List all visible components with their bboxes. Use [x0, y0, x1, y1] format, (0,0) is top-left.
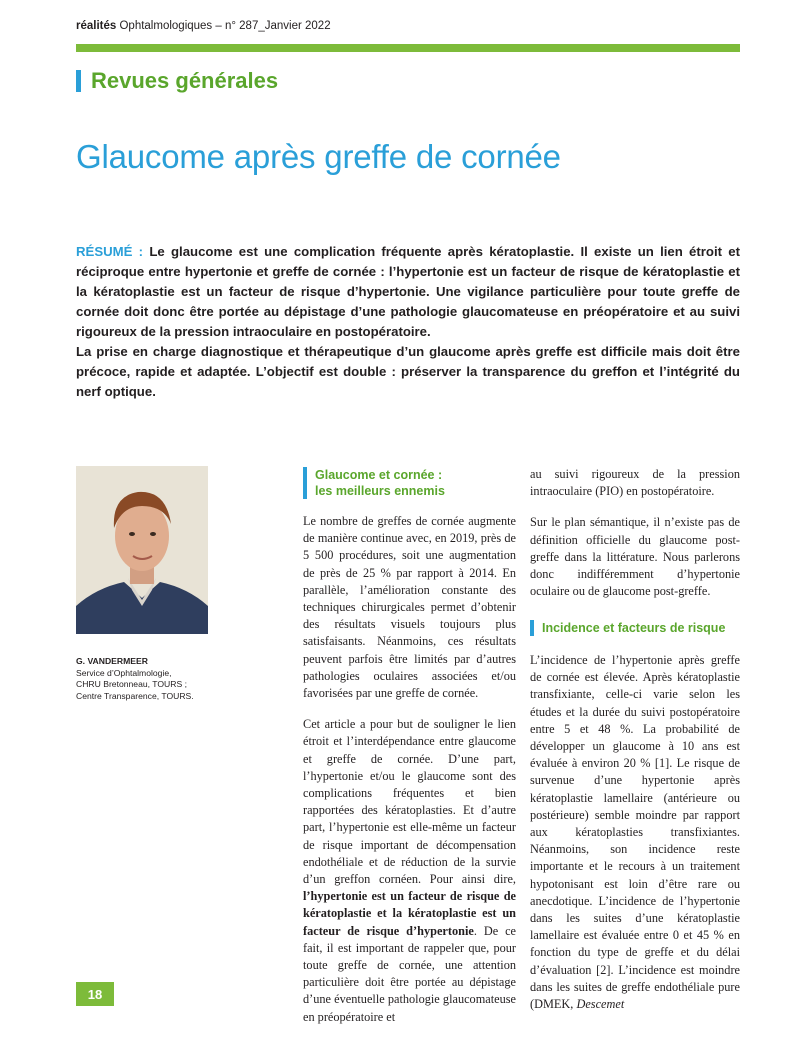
body-column-1	[303, 513, 516, 1040]
col1-paragraph-2	[303, 716, 516, 1026]
abstract-label: RÉSUMÉ :	[76, 244, 144, 259]
col2-paragraph-2: Sur le plan sémantique, il n’existe pas de définition officielle du glaucome post-greffe dans la littérature. Nous parlerons donc indifféremment d’hypertonie oculaire ou de glaucome post-greffe.	[530, 515, 740, 599]
col1-paragraph-2-end: . De ce fait, il est important de rappeler que, pour toute greffe de cornée, une attention particulière doit être portée au dépistage d’une éventuelle pathologie glaucomateuse en préopératoire et	[303, 923, 516, 1024]
abstract	[76, 242, 740, 402]
journal-name: réalités	[76, 20, 117, 32]
author-name: G. VANDERMEER	[76, 656, 148, 666]
abstract-paragraph-1	[76, 242, 740, 342]
subheading-bar	[303, 467, 307, 499]
subheading-line-2: les meilleurs ennemis	[315, 484, 445, 498]
subheading-glaucome-cornee	[303, 467, 445, 499]
journal-issue: Ophtalmologiques – n° 287_Janvier 2022	[119, 20, 331, 32]
col2-italic: Descemet	[576, 997, 625, 1012]
col1-emphasis: l’hypertonie est un facteur de risque de kératoplastie et la kératoplastie est un facteur de risque d’hypertonie	[303, 889, 516, 938]
abstract-paragraph-2: La prise en charge diagnostique et thérapeutique d’un glaucome après greffe est difficile mais doit être précoce, rapide et adaptée. L’objectif est double : préserver la transparence du greffon et l’intégrité du nerf optique.	[76, 344, 740, 399]
col2-paragraph-3	[530, 652, 740, 1013]
author-info	[76, 656, 276, 702]
author-affiliation-2: CHRU Bretonneau, TOURS ;	[76, 679, 187, 689]
abstract-text-1: Le glaucome est une complication fréquente après kératoplastie. Il existe un lien étroit et réciproque entre hypertonie et greffe de cornée : l’hypertonie est un facteur de risque de kératoplastie et la kératoplastie est un facteur de risque d’hypertonie. Une vigilance particulière pour toute greffe de cornée doit donc être portée au dépistage d’une pathologie glaucomateuse en préopératoire et au suivi rigoureux de la pression intraoculaire en postopératoire.	[76, 244, 740, 339]
author-photo	[76, 466, 208, 634]
col1-paragraph-2-start: Cet article a pour but de souligner le lien étroit et l’interdépendance entre glaucome et greffe de cornée. D’une part, l’hypertonie et/ou le glaucome sont des complications fréquentes et bien rapportées des kératoplasties. Et d’autre part, l’hypertonie est elle-même un facteur de risque important de décompensation endothéliale et de réduction de la survie d’un greffon cornéen. Pour ainsi dire,	[303, 717, 516, 887]
subheading-text	[315, 467, 445, 499]
body-column-2	[530, 466, 740, 614]
section-label: Revues générales	[91, 68, 279, 93]
page-number: 18	[76, 982, 114, 1006]
running-header	[76, 20, 331, 32]
subheading-incidence	[530, 620, 725, 636]
header-rule	[76, 44, 740, 52]
article-title: Glaucome après greffe de cornée	[76, 138, 561, 175]
col2-paragraph-3-text: L’incidence de l’hypertonie après greffe de cornée est élevée. Après kératoplastie transfixiante, celle-ci varie selon les études et la durée du suivi postopératoire entre 5 et 48 %. La probabilité de développer un glaucome à 10 ans est évaluée à environ 20 % [1]. Le risque de survenue d’une hypertonie après kératoplastie lamellaire (antérieure ou postérieure) semble moindre par rapport aux kératoplasties transfixiantes. Néanmoins, son incidence reste importante et le recours à un traitement hypotonisant est loin d’être rare ou anecdotique. L’incidence de l’hypertonie dans les suites d’une kératoplastie lamellaire est évaluée entre 0 et 45 % en fonction du type de greffe et du délai d’évaluation [2]. L’incidence est moindre dans les suites de greffe endothéliale pure (DMEK,	[530, 653, 740, 1012]
body-column-2-continued	[530, 652, 740, 1027]
section-bar	[76, 70, 81, 92]
author-affiliation-1: Service d’Ophtalmologie,	[76, 667, 172, 678]
subheading-incidence-text: Incidence et facteurs de risque	[542, 621, 726, 635]
subheading-bar	[530, 620, 534, 636]
author-affiliation-3: Centre Transparence, TOURS.	[76, 690, 194, 701]
subheading-line-1: Glaucome et cornée :	[315, 468, 443, 482]
section-heading	[76, 66, 278, 96]
col2-paragraph-1: au suivi rigoureux de la pression intraoculaire (PIO) en postopératoire.	[530, 467, 740, 499]
col1-paragraph-1: Le nombre de greffes de cornée augmente de manière continue avec, en 2019, près de 5 500 procédures, soit une augmentation de près de 25 % par rapport à 2014. En parallèle, l’amélioration constante des techniques chirurgicales permet d’obtenir des résultats visuels toujours plus satisfaisants. Néanmoins, ces résultats peuvent parfois être limités par d’autres pathologies oculaires associées et/ou favorisées par une greffe de cornée.	[303, 514, 516, 701]
